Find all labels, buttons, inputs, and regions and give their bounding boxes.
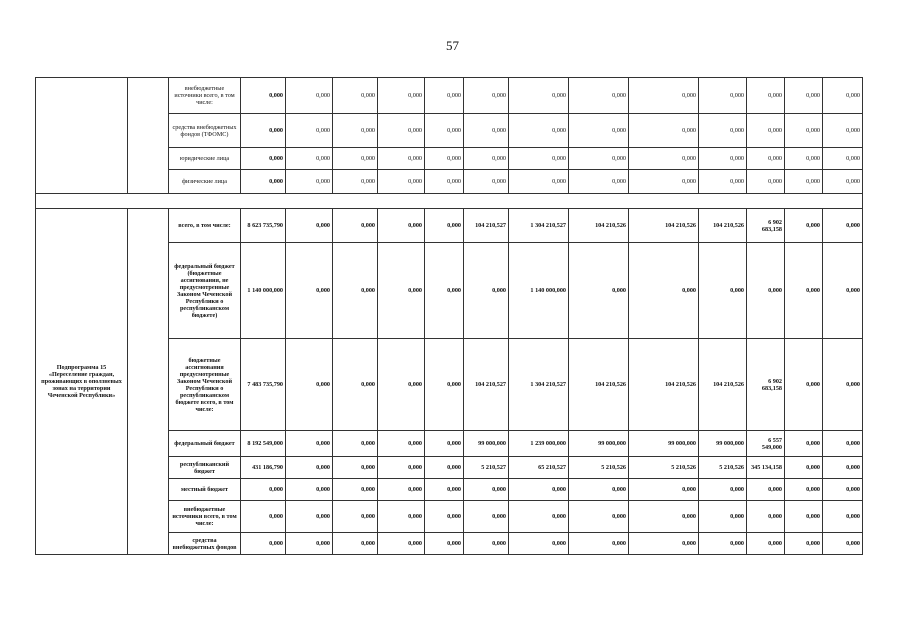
year-value: 0,000: [569, 533, 629, 555]
year-value: 6 902 683,158: [747, 209, 785, 243]
year-value: 0,000: [425, 114, 464, 148]
total-value: 0,000: [241, 114, 286, 148]
year-value: 99 000,000: [569, 431, 629, 457]
funding-source: всего, в том числе:: [169, 209, 241, 243]
year-value: 0,000: [425, 457, 464, 479]
executor-cell-empty: [128, 78, 169, 194]
year-value: 0,000: [699, 148, 747, 170]
year-value: 0,000: [425, 243, 464, 339]
year-value: 0,000: [785, 431, 823, 457]
year-value: 0,000: [569, 243, 629, 339]
total-value: 0,000: [241, 479, 286, 501]
total-value: 431 186,790: [241, 457, 286, 479]
year-value: 0,000: [569, 170, 629, 194]
year-value: 0,000: [425, 479, 464, 501]
year-value: 0,000: [747, 479, 785, 501]
year-value: 0,000: [747, 170, 785, 194]
year-value: 0,000: [629, 533, 699, 555]
year-value: 0,000: [747, 501, 785, 533]
total-value: 7 483 735,790: [241, 339, 286, 431]
year-value: 0,000: [286, 533, 333, 555]
year-value: 0,000: [629, 170, 699, 194]
year-value: 0,000: [509, 501, 569, 533]
year-value: 6 902 683,158: [747, 339, 785, 431]
page-number: 57: [446, 38, 459, 53]
year-value: 0,000: [378, 457, 425, 479]
year-value: 0,000: [464, 533, 509, 555]
year-value: 0,000: [747, 148, 785, 170]
year-value: 0,000: [823, 114, 863, 148]
year-value: 0,000: [823, 479, 863, 501]
year-value: 0,000: [747, 78, 785, 114]
year-value: 0,000: [286, 78, 333, 114]
year-value: 0,000: [464, 148, 509, 170]
year-value: 0,000: [464, 78, 509, 114]
year-value: 0,000: [699, 170, 747, 194]
year-value: 0,000: [333, 501, 378, 533]
year-value: 1 304 210,527: [509, 209, 569, 243]
year-value: 0,000: [333, 431, 378, 457]
total-value: 0,000: [241, 501, 286, 533]
year-value: 0,000: [747, 533, 785, 555]
year-value: 0,000: [509, 78, 569, 114]
year-value: 0,000: [823, 78, 863, 114]
year-value: 0,000: [286, 501, 333, 533]
year-value: 0,000: [785, 148, 823, 170]
year-value: 0,000: [333, 457, 378, 479]
year-value: 0,000: [378, 339, 425, 431]
year-value: 0,000: [286, 170, 333, 194]
year-value: 0,000: [378, 431, 425, 457]
funding-source: средства внебюджетных фондов (ТФОМС): [169, 114, 241, 148]
year-value: 0,000: [785, 170, 823, 194]
year-value: 0,000: [785, 501, 823, 533]
year-value: 1 140 000,000: [509, 243, 569, 339]
year-value: 0,000: [425, 431, 464, 457]
year-value: 0,000: [286, 479, 333, 501]
funding-source: внебюджетные источники всего, в том числе:: [169, 501, 241, 533]
year-value: 0,000: [425, 170, 464, 194]
year-value: 0,000: [785, 533, 823, 555]
year-value: 0,000: [333, 339, 378, 431]
year-value: 65 210,527: [509, 457, 569, 479]
year-value: 0,000: [509, 148, 569, 170]
year-value: 104 210,526: [569, 339, 629, 431]
subprogram-section: [36, 209, 863, 555]
year-value: 0,000: [333, 243, 378, 339]
section-separator: [36, 194, 863, 209]
year-value: 99 000,000: [464, 431, 509, 457]
year-value: 0,000: [378, 479, 425, 501]
year-value: 0,000: [464, 243, 509, 339]
year-value: 104 210,526: [569, 209, 629, 243]
total-value: 0,000: [241, 170, 286, 194]
year-value: 104 210,526: [629, 339, 699, 431]
year-value: 1 304 210,527: [509, 339, 569, 431]
year-value: 0,000: [747, 114, 785, 148]
year-value: 104 210,527: [464, 339, 509, 431]
year-value: 0,000: [464, 501, 509, 533]
table-row: [36, 78, 863, 114]
year-value: 0,000: [699, 479, 747, 501]
year-value: 345 134,158: [747, 457, 785, 479]
year-value: 0,000: [823, 170, 863, 194]
year-value: 0,000: [785, 457, 823, 479]
year-value: 0,000: [425, 78, 464, 114]
top-section: [36, 78, 863, 194]
year-value: 0,000: [629, 243, 699, 339]
year-value: 5 210,526: [629, 457, 699, 479]
funding-source: физические лица: [169, 170, 241, 194]
year-value: 99 000,000: [629, 431, 699, 457]
funding-source: федеральный бюджет: [169, 431, 241, 457]
year-value: 0,000: [464, 170, 509, 194]
year-value: 0,000: [509, 170, 569, 194]
year-value: 0,000: [629, 479, 699, 501]
year-value: 0,000: [286, 114, 333, 148]
year-value: 104 210,526: [629, 209, 699, 243]
year-value: 0,000: [378, 501, 425, 533]
year-value: 0,000: [378, 243, 425, 339]
year-value: 0,000: [823, 243, 863, 339]
year-value: 0,000: [569, 148, 629, 170]
funding-source: средства внебюджетных фондов: [169, 533, 241, 555]
total-value: 8 623 735,790: [241, 209, 286, 243]
year-value: 104 210,527: [464, 209, 509, 243]
year-value: 0,000: [378, 148, 425, 170]
year-value: 0,000: [823, 457, 863, 479]
year-value: 0,000: [699, 533, 747, 555]
year-value: 0,000: [823, 148, 863, 170]
year-value: 0,000: [785, 479, 823, 501]
year-value: 0,000: [629, 501, 699, 533]
year-value: 0,000: [333, 479, 378, 501]
total-value: 1 140 000,000: [241, 243, 286, 339]
year-value: 0,000: [699, 501, 747, 533]
year-value: 0,000: [699, 78, 747, 114]
table-row: [36, 209, 863, 243]
year-value: 0,000: [823, 533, 863, 555]
year-value: 5 210,527: [464, 457, 509, 479]
year-value: 0,000: [569, 479, 629, 501]
subprogram-title: Подпрограмма 15 «Переселение граждан, проживающих в оползневых зонах на территории Чеченской Республики»: [36, 209, 128, 555]
year-value: 0,000: [785, 339, 823, 431]
year-value: 99 000,000: [699, 431, 747, 457]
funding-source: бюджетные ассигнования предусмотренные Законом Чеченской Республики о республиканском бюджете всего, в том числе:: [169, 339, 241, 431]
funding-source: республиканский бюджет: [169, 457, 241, 479]
executor-cell-empty: [128, 209, 169, 555]
year-value: 0,000: [425, 533, 464, 555]
funding-source: местный бюджет: [169, 479, 241, 501]
year-value: 0,000: [333, 170, 378, 194]
program-cell-empty: [36, 78, 128, 194]
year-value: 104 210,526: [699, 209, 747, 243]
year-value: 0,000: [333, 148, 378, 170]
year-value: 0,000: [785, 209, 823, 243]
year-value: 0,000: [378, 209, 425, 243]
year-value: 0,000: [629, 78, 699, 114]
funding-source: юридические лица: [169, 148, 241, 170]
budget-table: [35, 77, 863, 555]
year-value: 1 239 000,000: [509, 431, 569, 457]
year-value: 0,000: [464, 479, 509, 501]
funding-source: федеральный бюджет (бюджетные ассигнования, не предусмотренные Законом Чеченской Республики о республиканском бюджете): [169, 243, 241, 339]
year-value: 0,000: [378, 114, 425, 148]
year-value: 0,000: [286, 457, 333, 479]
year-value: 0,000: [425, 209, 464, 243]
year-value: 0,000: [425, 148, 464, 170]
year-value: 0,000: [378, 170, 425, 194]
year-value: 0,000: [569, 501, 629, 533]
year-value: 5 210,526: [569, 457, 629, 479]
total-value: 0,000: [241, 533, 286, 555]
year-value: 0,000: [286, 339, 333, 431]
year-value: 6 557 549,000: [747, 431, 785, 457]
year-value: 0,000: [425, 339, 464, 431]
year-value: 0,000: [509, 479, 569, 501]
year-value: 0,000: [747, 243, 785, 339]
year-value: 0,000: [785, 243, 823, 339]
year-value: 0,000: [286, 431, 333, 457]
year-value: 104 210,526: [699, 339, 747, 431]
year-value: 0,000: [823, 339, 863, 431]
year-value: 0,000: [425, 501, 464, 533]
year-value: 0,000: [464, 114, 509, 148]
year-value: 0,000: [569, 114, 629, 148]
year-value: 0,000: [785, 114, 823, 148]
year-value: 0,000: [699, 243, 747, 339]
year-value: 0,000: [699, 114, 747, 148]
year-value: 0,000: [509, 533, 569, 555]
year-value: 0,000: [286, 243, 333, 339]
year-value: 0,000: [333, 114, 378, 148]
year-value: 0,000: [286, 148, 333, 170]
total-value: 0,000: [241, 78, 286, 114]
year-value: 0,000: [823, 209, 863, 243]
year-value: 5 210,526: [699, 457, 747, 479]
year-value: 0,000: [629, 148, 699, 170]
year-value: 0,000: [629, 114, 699, 148]
year-value: 0,000: [333, 209, 378, 243]
year-value: 0,000: [823, 431, 863, 457]
total-value: 8 192 549,000: [241, 431, 286, 457]
year-value: 0,000: [509, 114, 569, 148]
year-value: 0,000: [785, 78, 823, 114]
year-value: 0,000: [286, 209, 333, 243]
year-value: 0,000: [333, 533, 378, 555]
funding-source: внебюджетные источники всего, в том числе:: [169, 78, 241, 114]
total-value: 0,000: [241, 148, 286, 170]
year-value: 0,000: [378, 78, 425, 114]
year-value: 0,000: [569, 78, 629, 114]
year-value: 0,000: [333, 78, 378, 114]
year-value: 0,000: [823, 501, 863, 533]
year-value: 0,000: [378, 533, 425, 555]
